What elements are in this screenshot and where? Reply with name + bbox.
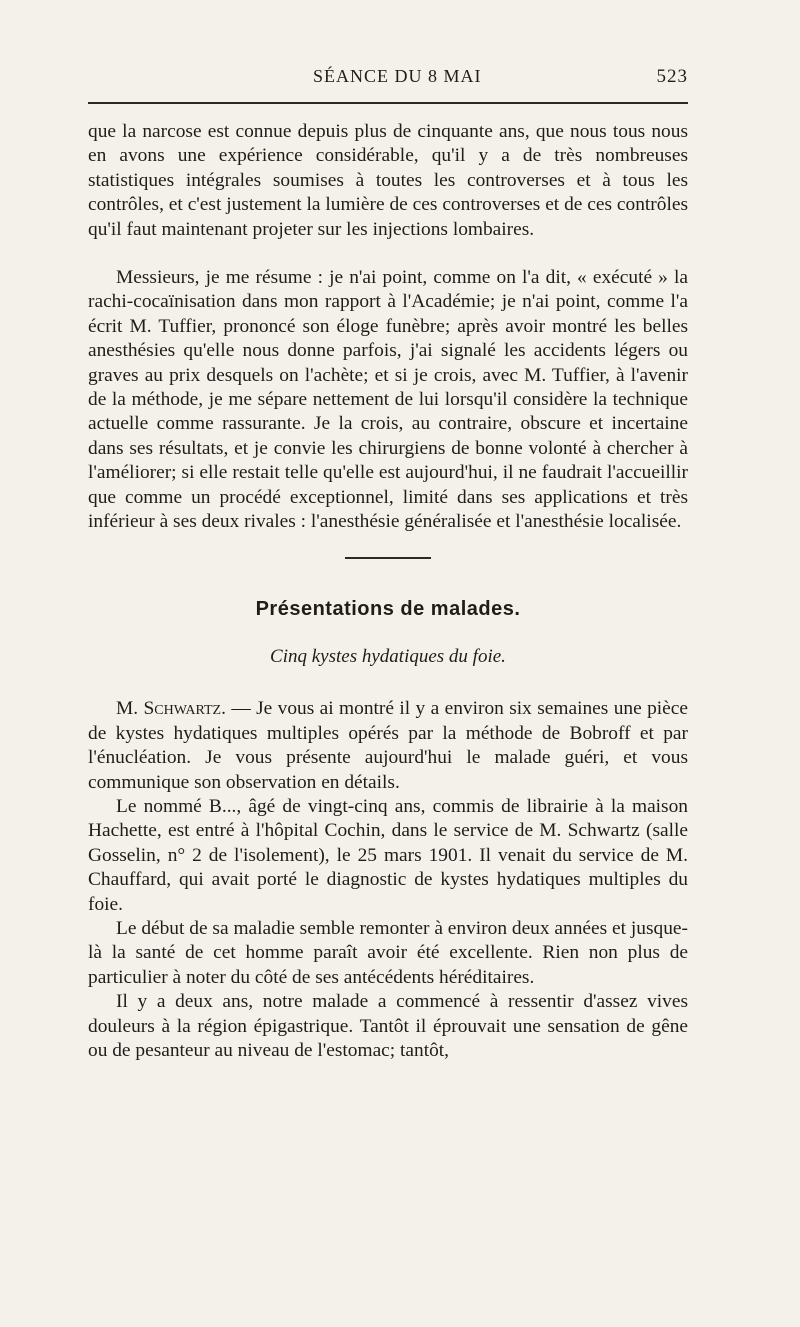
- paragraph-patient: Le nommé B..., âgé de vingt-cinq ans, commis de librairie à la maison Hachette, est entré à l'hôpital Cochin, dans le service de M. Schwartz (salle Gosselin, n° 2 de l'isolement), le 25 mars 1901. Il venait du service de M. Chauffard, qui avait porté le diagnostic de kystes hydatiques multiples du foie.: [88, 795, 688, 915]
- paragraph-narcose: que la narcose est connue depuis plus de cinquante ans, que nous tous nous en avons une expérience considérable, qu'il y a de très nombreuses statistiques intégrales soumises à toutes les controverses et à tous les contrôles, et c'est justement la lumière de ces controverses et de ces contrôles qu'il faut maintenant projeter sur les injections lombaires.: [88, 121, 688, 240]
- page-header: [88, 62, 688, 92]
- section-separator: [345, 557, 431, 559]
- section-title: Présentations de malades.: [255, 597, 521, 620]
- paragraph-douleurs: Il y a deux ans, notre malade a commencé à ressentir d'assez vives douleurs à la région épigastrique. Tantôt il éprouvait une sensation de gêne ou de pesanteur au niveau de l'estomac; tantôt,: [88, 991, 688, 1061]
- paragraph-debut: Le début de sa maladie semble remonter à environ deux années et jusque-là la santé de cet homme paraît avoir été excellente. Rien non plus de particulier à noter du côté de ses antécédents héréditaires.: [88, 917, 688, 988]
- paragraph-resume: Messieurs, je me résume : je n'ai point, comme on l'a dit, « exécuté » la rachi-cocaïnisation dans mon rapport à l'Académie; je n'ai point, comme l'a écrit M. Tuffier, prononcé son éloge funèbre; après avoir montré les belles anesthésies qu'elle nous donne parfois, j'ai signalé les accidents légers ou graves au prix desquels on l'achète; et si je crois, avec M. Tuffier, à l'avenir de la méthode, je me sépare nettement de lui lorsqu'il considère la technique actuelle comme rassurante. Je la crois, au contraire, obscure et incertaine dans ses résultats, et je convie les chirurgiens de bonne volonté à chercher à l'améliorer; si elle restait telle qu'elle est aujourd'hui, il ne faudrait l'accueillir que comme un procédé exceptionnel, limité dans ses applications et très inférieur à ses deux rivales : l'anesthésie généralisée et l'anesthésie localisée.: [88, 267, 688, 533]
- section-subtitle: Cinq kystes hydatiques du foie.: [270, 645, 506, 667]
- page-number: 523: [656, 66, 688, 87]
- running-title: SÉANCE DU 8 MAI: [313, 66, 482, 86]
- paragraph-schwartz-text: — Je vous ai montré il y a environ six semaines une pièce de kystes hydatiques multiples opérés par la méthode de Bobroff et par l'énucléation. Je vous présente aujourd'hui le malade guéri, et vous communique son observation en détails.: [88, 698, 689, 793]
- paragraph-schwartz: [88, 697, 688, 795]
- speaker-name: M. Schwartz.: [116, 698, 226, 720]
- body-text: [88, 120, 688, 1063]
- header-rule: [88, 102, 688, 104]
